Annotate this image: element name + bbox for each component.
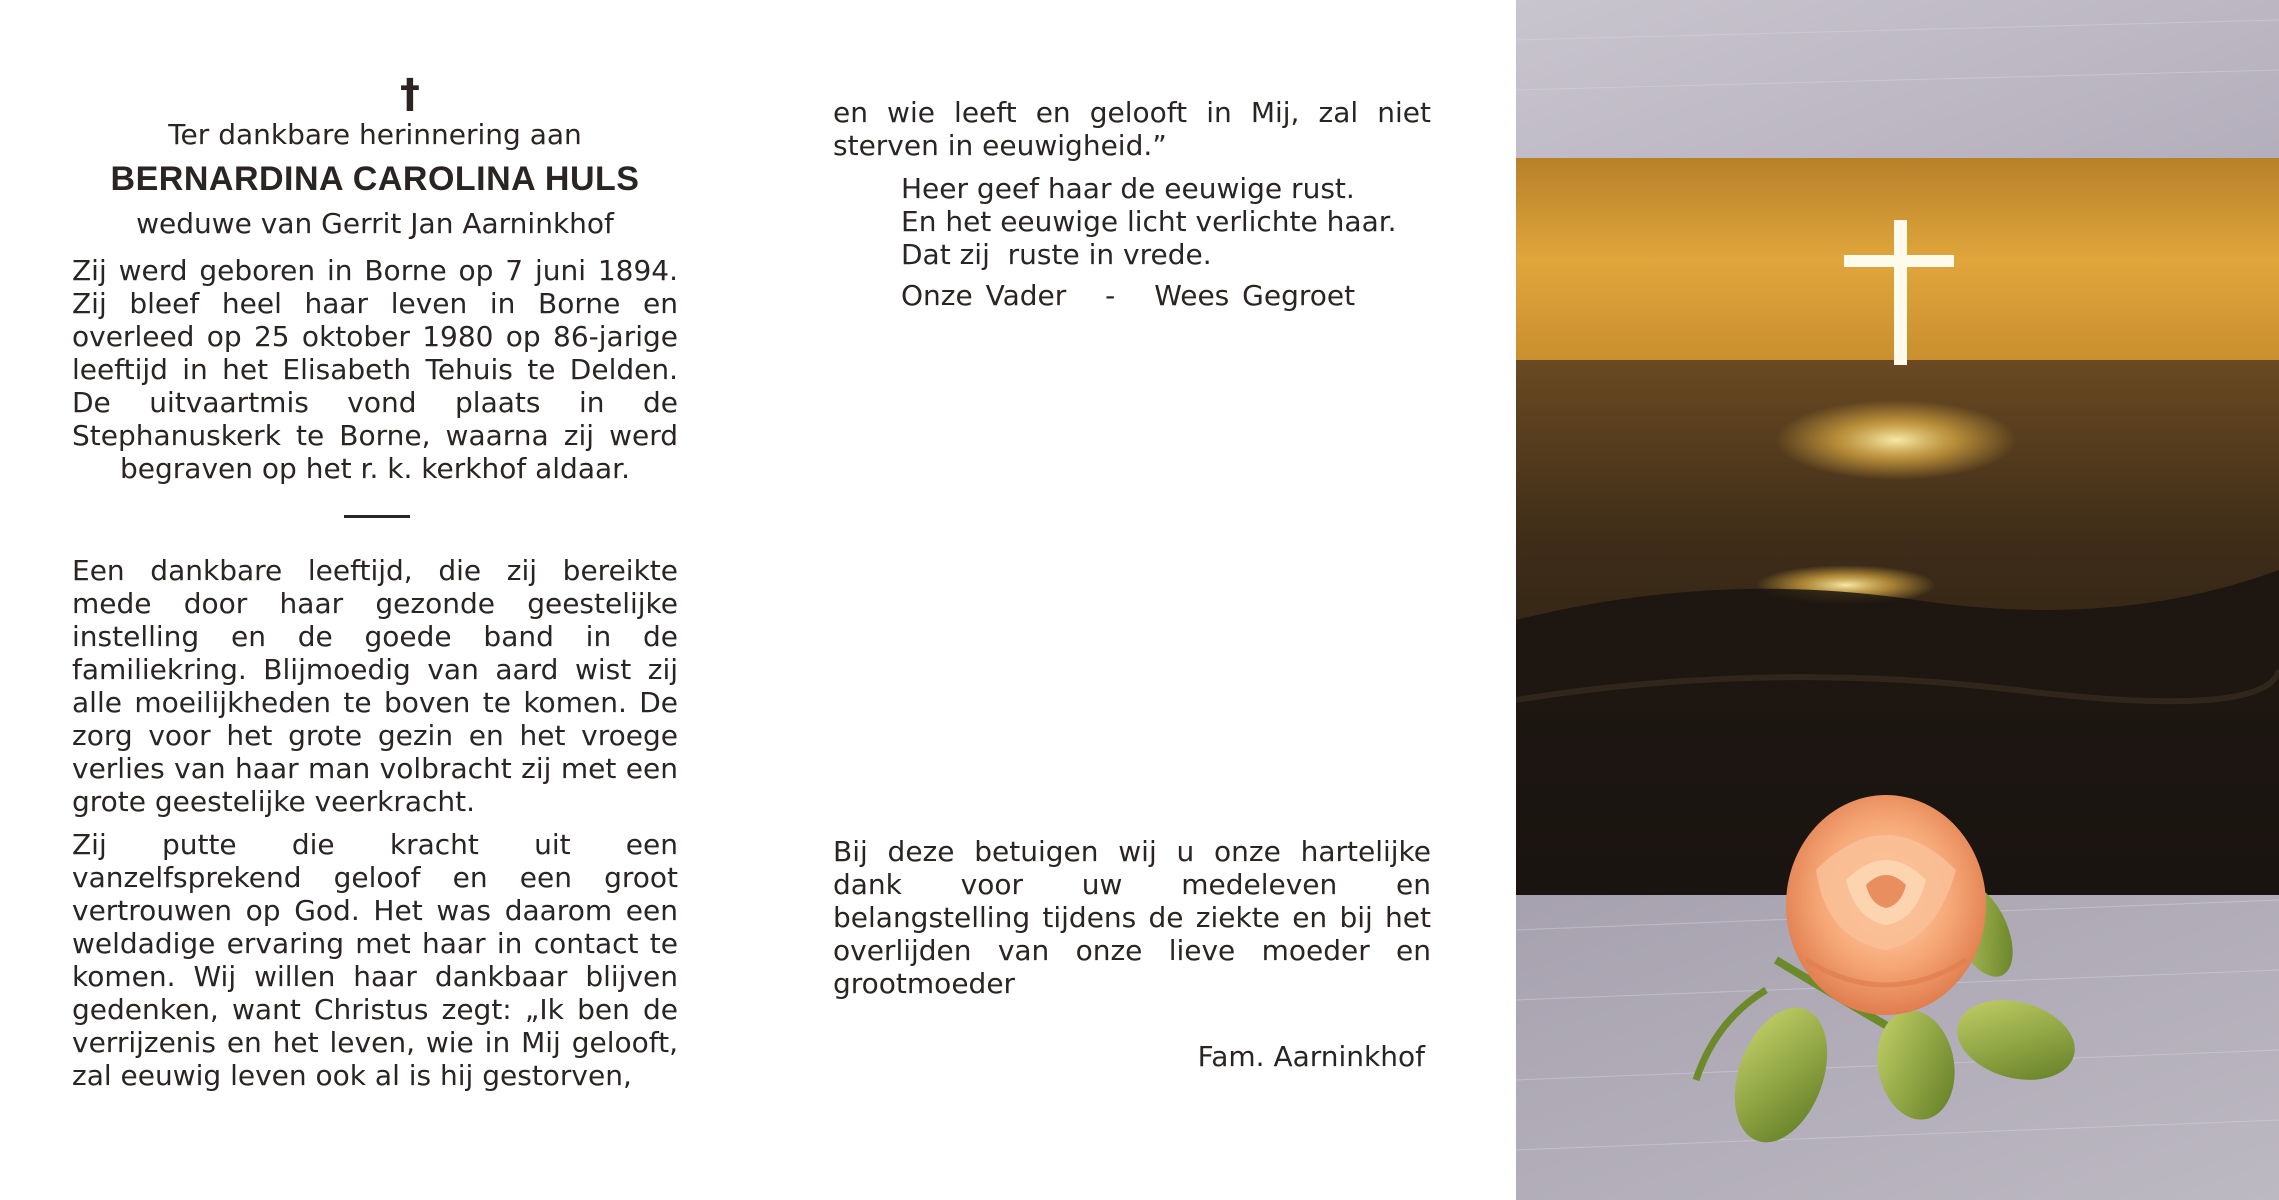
deceased-name: BERNARDINA CAROLINA HULS	[110, 160, 640, 198]
quote-continuation: en wie leeft en gelooft in Mij, zal niet sterven in eeuwigheid.”	[833, 96, 1431, 162]
thanks-paragraph: Bij deze betuigen wij u onze hartelijke dank voor uw medeleven en belangstelling tijdens de ziekte en bij het overlijden van onze lieve moeder en grootmoeder	[833, 835, 1431, 1000]
rose-bloom	[1786, 795, 1986, 1015]
closing-prayers	[901, 279, 1431, 312]
closing-separator: -	[1105, 279, 1116, 312]
biography-paragraph: Zij werd geboren in Borne op 7 juni 1894. Zij bleef heel haar leven in Borne en overleed op 25 oktober 1980 op 86-jarige leeftijd in het Elisabeth Tehuis te Delden. De uitvaartmis vond plaats in de Stephanuskerk te Borne, waarna zij werd begraven op het r. k. kerkhof aldaar.	[72, 254, 678, 485]
divider-line	[344, 515, 410, 518]
widow-line: weduwe van Gerrit Jan Aarninkhof	[136, 207, 614, 240]
intro-line: Ter dankbare herinnering aan	[168, 118, 582, 151]
left-panel	[72, 70, 678, 1092]
prayer-line: Heer geef haar de eeuwige rust.	[901, 172, 1355, 205]
sunset-sea-cross-with-rose-picture	[1516, 0, 2279, 1200]
closing-prayer-right: Wees Gegroet	[1154, 279, 1356, 312]
cross-symbol: †	[400, 71, 420, 117]
sun-reflection	[1776, 400, 2016, 480]
prayer-line: Dat zij ruste in vrede.	[901, 238, 1212, 271]
prayer-line: En het eeuwige licht verlichte haar.	[901, 205, 1397, 238]
tribute-paragraph-1: Een dankbare leeftijd, die zij bereikte mede door haar gezonde geestelijke instelling en de goede band in de familiekring. Blijmoedig van aard wist zij alle moeilijkheden te boven te komen. De zorg voor het grote gezin en het vroege verlies van haar man volbracht zij met een grote geestelijke veerkracht.	[72, 554, 678, 818]
middle-panel	[833, 96, 1431, 312]
tribute-paragraph-2: Zij putte die kracht uit een vanzelfsprekend geloof en een groot vertrouwen op God. Het was daarom een weldadige ervaring met haar in contact te komen. Wij willen haar dankbaar blijven gedenken, want Christus zegt: „Ik ben de verrijzenis en het leven, wie in Mij gelooft, zal eeuwig leven ook al is hij gestorven,	[72, 828, 678, 1092]
prayer-block	[901, 172, 1431, 271]
card-illustration	[1516, 0, 2279, 1200]
family-signature: Fam. Aarninkhof	[1197, 1040, 1425, 1073]
closing-prayer-left: Onze Vader	[901, 279, 1067, 312]
